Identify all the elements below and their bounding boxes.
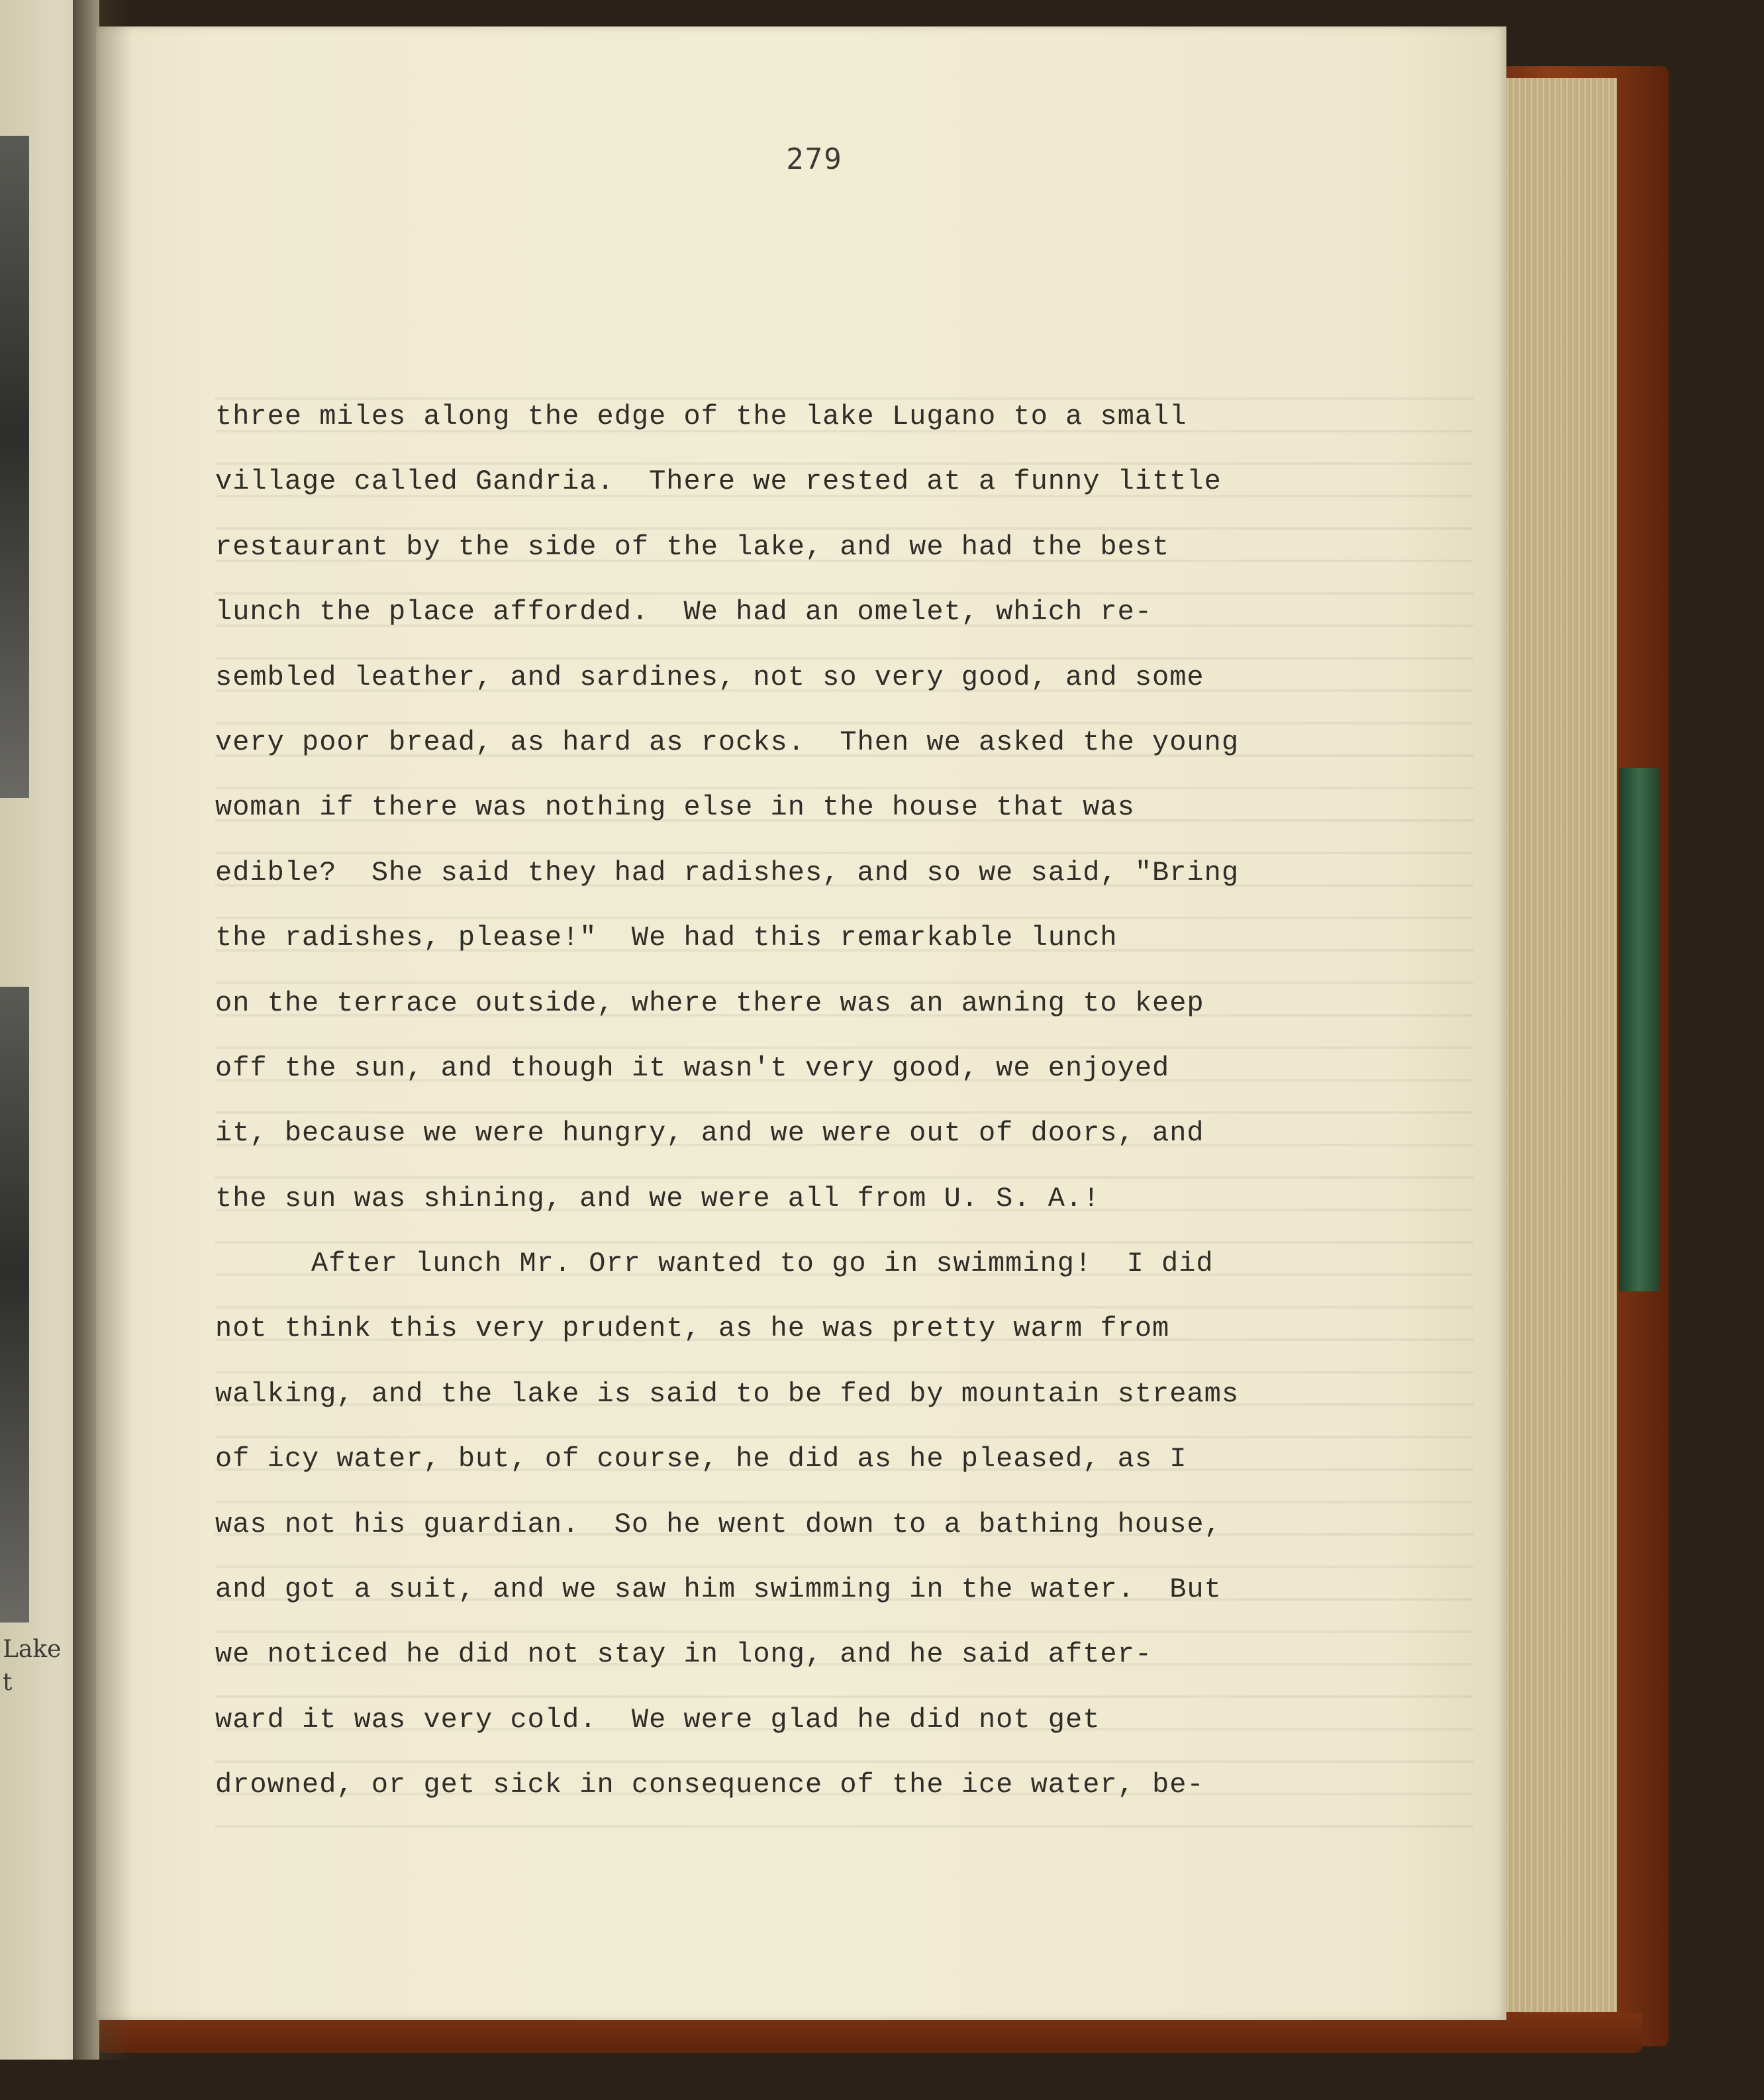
text-line: the radishes, please!" We had this remarkable lunch (215, 922, 1118, 954)
text-line: edible? She said they had radishes, and so we said, "Bring (215, 856, 1240, 889)
text-line: sembled leather, and sardines, not so very good, and some (215, 661, 1204, 693)
text-line: on the terrace outside, where there was an awning to keep (215, 987, 1204, 1019)
text-line: three miles along the edge of the lake Lugano to a small (215, 401, 1187, 432)
facing-page-photo (0, 987, 29, 1623)
gutter-shadow (73, 0, 132, 2060)
text-line: village called Gandria. There we rested at a funny little (215, 466, 1222, 498)
facing-page-photo (0, 136, 29, 798)
facing-page-caption: t (3, 1669, 13, 1696)
text-line: lunch the place afforded. We had an omelet, which re- (215, 596, 1153, 628)
text-line: and got a suit, and we saw him swimming in the water. But (215, 1574, 1222, 1606)
page (96, 26, 1506, 2020)
text-line: drowned, or get sick in consequence of the ice water, be- (215, 1769, 1204, 1801)
facing-page-caption: Lake (3, 1636, 62, 1663)
text-line: it, because we were hungry, and we were out of doors, and (215, 1117, 1204, 1150)
text-line: the sun was shining, and we were all from U. S. A.! (215, 1182, 1101, 1215)
text-line: we noticed he did not stay in long, and he said after- (215, 1638, 1153, 1671)
text-line: of icy water, but, of course, he did as he pleased, as I (215, 1443, 1187, 1475)
text-line: restaurant by the side of the lake, and we had the best (215, 530, 1170, 563)
text-line: was not his guardian. So he went down to a bathing house, (215, 1508, 1222, 1540)
text-line: woman if there was nothing else in the house that was (215, 791, 1135, 824)
text-line: After lunch Mr. Orr wanted to go in swimming! I did (311, 1248, 1214, 1280)
text-line: very poor bread, as hard as rocks. Then we asked the young (215, 726, 1240, 758)
page-number: 279 (786, 142, 843, 176)
text-line: off the sun, and though it wasn't very good, we enjoyed (215, 1052, 1170, 1084)
text-line: not think this very prudent, as he was pretty warm from (215, 1313, 1170, 1345)
text-line: walking, and the lake is said to be fed by mountain streams (215, 1377, 1240, 1410)
bookmark-ribbon (1619, 768, 1659, 1291)
body-text (215, 384, 1473, 1818)
page-edges (1498, 78, 1617, 2012)
text-line: ward it was very cold. We were glad he did not get (215, 1703, 1101, 1736)
